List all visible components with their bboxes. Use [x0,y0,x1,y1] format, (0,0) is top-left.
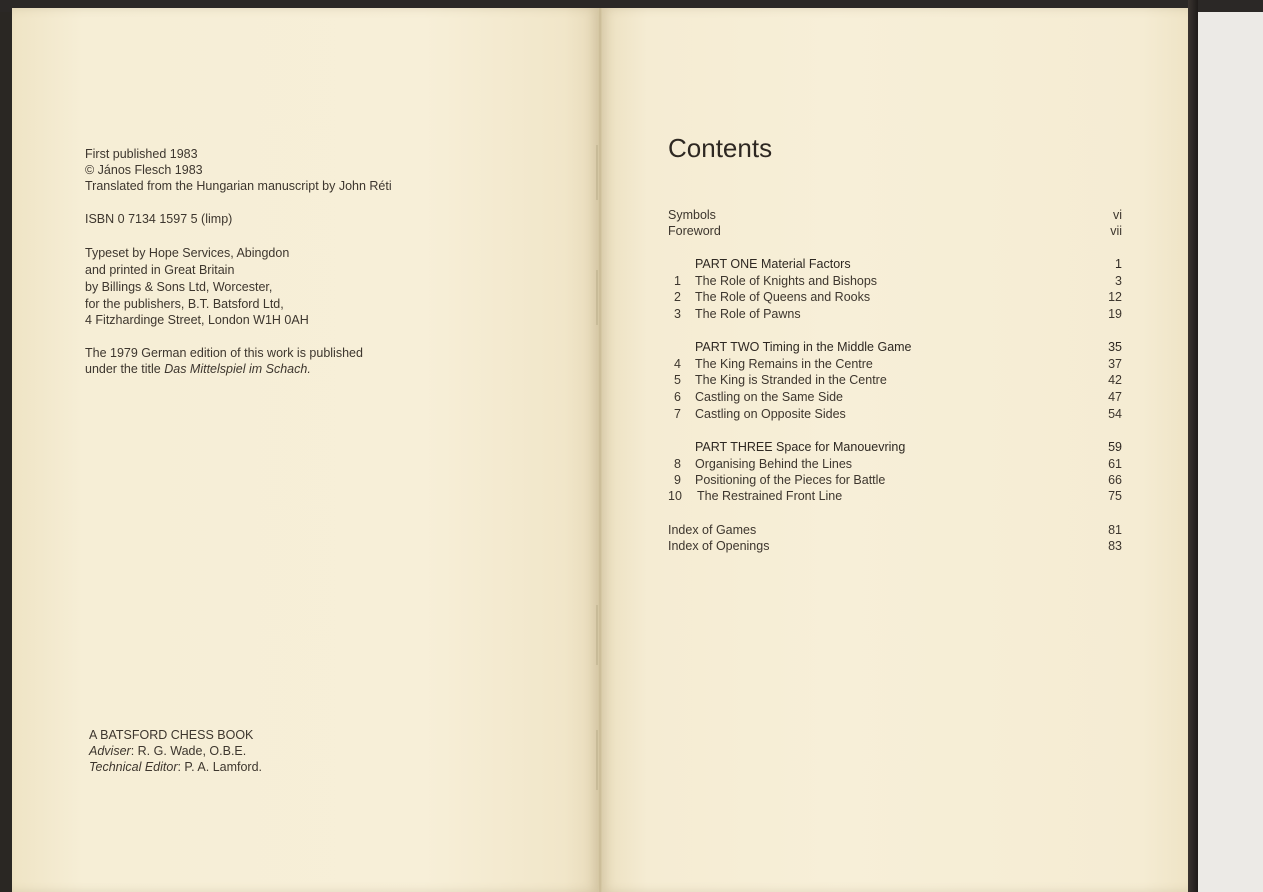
german-edition-line: under the title Das Mittelspiel im Schach. [85,362,311,376]
typeset-line: for the publishers, B.T. Batsford Ltd, [85,297,284,311]
toc-part-heading: PART THREE Space for Manouevring 59 [695,440,1122,454]
toc-part-heading: PART TWO Timing in the Middle Game 35 [695,340,1122,354]
series-name: A BATSFORD CHESS BOOK [89,728,254,742]
binding-stitch [596,605,598,665]
toc-chapter: 6 Castling on the Same Side 47 [674,390,1122,404]
scan-background [1196,12,1263,892]
binding-stitch [596,145,598,200]
typeset-line: 4 Fitzhardinge Street, London W1H 0AH [85,313,309,327]
toc-entry: Index of Openings 83 [668,539,1122,553]
toc-entry: Foreword vii [668,224,1122,238]
german-title: Das Mittelspiel im Schach. [164,362,311,376]
toc-chapter: 1 The Role of Knights and Bishops 3 [674,274,1122,288]
book-right-edge [1188,0,1198,892]
typeset-line: Typeset by Hope Services, Abingdon [85,246,290,260]
imprint-line: © János Flesch 1983 [85,163,203,177]
toc-entry: Index of Games 81 [668,523,1122,537]
toc-chapter: 8 Organising Behind the Lines 61 [674,457,1122,471]
series-adviser: Adviser: R. G. Wade, O.B.E. [89,744,247,758]
contents-title: Contents [668,133,773,163]
toc-chapter: 10 The Restrained Front Line 75 [668,489,1122,503]
binding-stitch [596,270,598,325]
german-edition-line: The 1979 German edition of this work is published [85,346,363,360]
toc-part-heading: PART ONE Material Factors 1 [695,257,1122,271]
toc-chapter: 4 The King Remains in the Centre 37 [674,357,1122,371]
toc-chapter: 9 Positioning of the Pieces for Battle 66 [674,473,1122,487]
toc-chapter: 7 Castling on Opposite Sides 54 [674,407,1122,421]
toc-chapter: 2 The Role of Queens and Rooks 12 [674,290,1122,304]
typeset-line: by Billings & Sons Ltd, Worcester, [85,280,273,294]
series-editor: Technical Editor: P. A. Lamford. [89,760,263,774]
imprint-line: First published 1983 [85,147,198,161]
toc-chapter: 5 The King is Stranded in the Centre 42 [674,373,1122,387]
typeset-line: and printed in Great Britain [85,263,235,277]
binding-stitch [596,730,598,790]
toc-chapter: 3 The Role of Pawns 19 [674,307,1122,321]
isbn: ISBN 0 7134 1597 5 (limp) [85,212,233,226]
book-gutter [598,8,602,892]
imprint-line: Translated from the Hungarian manuscript by John Réti [85,179,392,193]
toc-entry: Symbols vi [668,208,1122,222]
